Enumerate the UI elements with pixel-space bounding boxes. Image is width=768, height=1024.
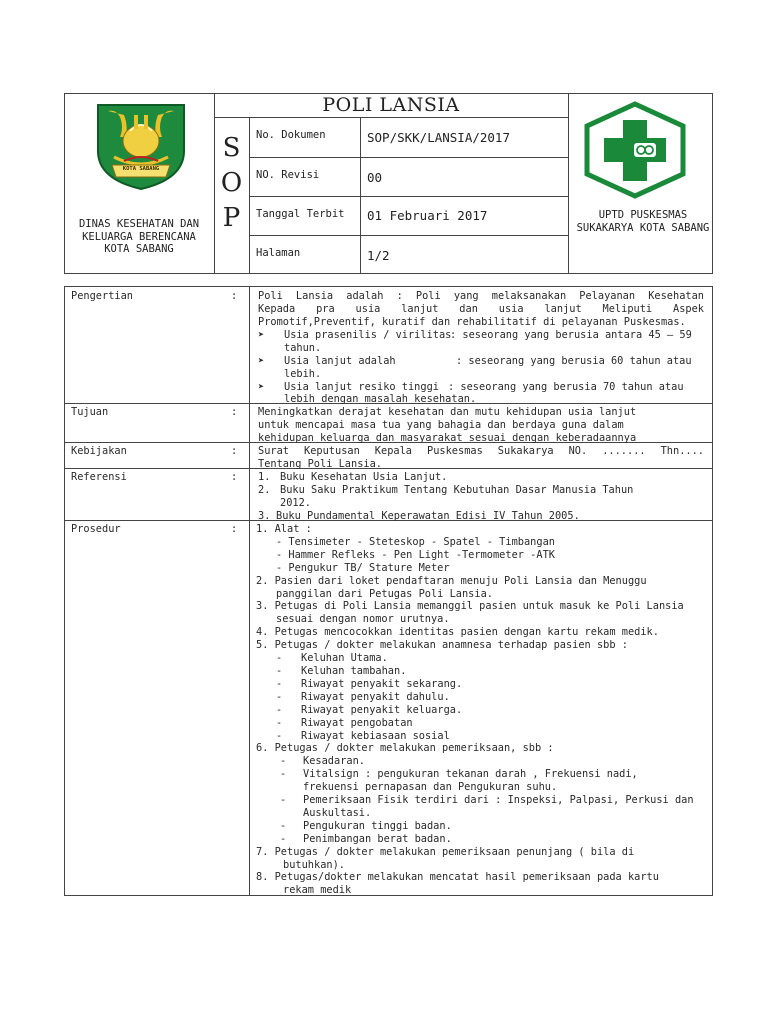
- arrow-bullet-icon: ➤: [258, 380, 265, 393]
- list-text: Buku Pundamental Keperawatan Edisi IV Tahun 2005.: [276, 509, 580, 522]
- list-text: Riwayat penyakit sekarang.: [301, 677, 463, 690]
- arrow-bullet-icon: ➤: [258, 329, 265, 341]
- tujuan-content: [258, 406, 704, 445]
- step-2-continuation: panggilan dari Petugas Poli Lansia.: [276, 587, 493, 600]
- field-value-tanggal-terbit: 01 Februari 2017: [367, 208, 488, 223]
- list-item: [258, 484, 704, 510]
- sop-letter: P: [222, 203, 241, 233]
- alat-line: - Tensimeter - Steteskop - Spatel - Timbangan: [276, 535, 555, 548]
- list-item: - Pengukuran tinggi badan.: [280, 819, 452, 832]
- bullet-item: [258, 329, 704, 355]
- list-text: Penimbangan berat badan.: [303, 832, 452, 845]
- text-line: kehidupan keluarga dan masyarakat sesuai dengan keberadaannya: [258, 431, 637, 444]
- list-number: 1.: [258, 471, 271, 483]
- sop-header: [64, 93, 713, 274]
- label-pengertian: Pengertian: [71, 290, 133, 302]
- text-line: Poli Lansia adalah : Poli yang melaksanakan Pelayanan Kesehatan: [258, 290, 704, 302]
- list-continuation: frekuensi pernapasan dan Pengukuran suhu.: [303, 781, 558, 794]
- bullet-desc: : seseorang yang berusia 60 tahun atau: [456, 354, 692, 367]
- list-text: Riwayat penyakit dahulu.: [301, 690, 450, 703]
- logo-ribbon-text: KOTA SABANG: [122, 166, 160, 172]
- list-text: Riwayat pengobatan: [301, 716, 413, 729]
- alat-line: - Pengukur TB/ Stature Meter: [276, 561, 450, 574]
- sop-letter: S: [222, 133, 241, 163]
- prosedur-content: [256, 523, 706, 897]
- bullet-continuation: lebih.: [284, 367, 322, 380]
- list-item: - Riwayat penyakit sekarang.: [276, 677, 463, 690]
- left-organization-name: DINAS KESEHATAN DAN KELUARGA BERENCANA KOTA SABANG: [78, 218, 200, 255]
- list-item: [258, 471, 704, 484]
- page-title: POLI LANSIA: [322, 94, 460, 116]
- list-text: Buku Kesehatan Usia Lanjut.: [280, 471, 448, 483]
- text-line: Tentang Poli Lansia.: [258, 457, 382, 470]
- puskesmas-logo-icon: [582, 101, 688, 199]
- list-number: 2.: [258, 483, 271, 496]
- label-tujuan: Tujuan: [71, 406, 109, 418]
- list-text: Riwayat kebiasaan sosial: [301, 729, 450, 742]
- step-7-continuation: butuhkan).: [283, 858, 345, 871]
- list-continuation: 2012.: [280, 496, 311, 509]
- list-item: - Riwayat kebiasaan sosial: [276, 729, 450, 742]
- list-item: [258, 510, 704, 523]
- field-value-no-revisi: 00: [367, 170, 383, 185]
- field-value-no-dokumen: SOP/SKK/LANSIA/2017: [367, 130, 510, 145]
- bullet-item: [258, 355, 704, 381]
- text-line: Meningkatkan derajat kesehatan dan mutu kehidupan usia lanjut: [258, 406, 637, 418]
- step-7: 7. Petugas / dokter melakukan pemeriksaan penunjang ( bila di: [256, 845, 635, 858]
- colon: :: [231, 445, 238, 457]
- bullet-desc: : seseorang yang berusia 70 tahun atau: [448, 380, 684, 393]
- step-3: 3. Petugas di Poli Lansia memanggil pasien untuk masuk ke Poli Lansia: [256, 600, 684, 613]
- field-label-halaman: Halaman: [256, 247, 301, 259]
- colon: :: [231, 523, 238, 535]
- label-referensi: Referensi: [71, 471, 127, 483]
- list-text: Keluhan tambahan.: [301, 664, 407, 677]
- label-kebijakan: Kebijakan: [71, 445, 127, 457]
- bullet-continuation: lebih dengan masalah kesehatan.: [284, 393, 477, 406]
- sop-letters: [214, 131, 249, 236]
- referensi-content: [258, 471, 704, 523]
- list-item: - Pemeriksaan Fisik terdiri dari : Inspeksi, Palpasi, Perkusi dan: [280, 794, 694, 807]
- list-continuation: Auskultasi.: [303, 806, 372, 819]
- kota-sabang-logo-icon: [94, 101, 188, 191]
- list-text: Pengukuran tinggi badan.: [303, 819, 452, 832]
- list-item: - Keluhan tambahan.: [276, 664, 407, 677]
- anamnesa-list: [256, 652, 706, 742]
- step-8: 8. Petugas/dokter melakukan mencatat hasil pemeriksaan pada kartu: [256, 871, 659, 884]
- bullet-continuation: tahun.: [284, 341, 322, 354]
- text-line: untuk mencapai masa tua yang bahagia dan berdaya guna dalam: [258, 418, 624, 431]
- text-line: Promotif,Preventif, kuratif dan rehabilitatif di pelayanan Puskesmas.: [258, 315, 686, 328]
- list-item: - Riwayat penyakit keluarga.: [276, 703, 463, 716]
- label-prosedur: Prosedur: [71, 523, 121, 535]
- step-8-continuation: rekam medik: [283, 884, 352, 897]
- field-label-no-revisi: NO. Revisi: [256, 169, 320, 181]
- field-label-no-dokumen: No. Dokumen: [256, 129, 326, 141]
- list-number: 3.: [258, 509, 271, 522]
- alat-line: - Hammer Refleks - Pen Light -Termometer -ATK: [276, 548, 555, 561]
- arrow-bullet-icon: ➤: [258, 354, 265, 367]
- list-text: Riwayat penyakit keluarga.: [301, 703, 463, 716]
- kebijakan-content: [258, 445, 704, 471]
- step-heading: 1. Alat :: [256, 523, 312, 535]
- list-item: - Riwayat pengobatan: [276, 716, 413, 729]
- bullet-term: Usia lanjut resiko tinggi: [284, 380, 439, 393]
- colon: :: [231, 290, 238, 302]
- list-text: Kesadaran.: [303, 755, 365, 768]
- step-5: 5. Petugas / dokter melakukan anamnesa terhadap pasien sbb :: [256, 639, 628, 652]
- step-6: 6. Petugas / dokter melakukan pemeriksaan, sbb :: [256, 742, 554, 755]
- bullet-item: [258, 381, 704, 407]
- field-label-tanggal-terbit: Tanggal Terbit: [256, 208, 345, 220]
- text-line: Kepada pra usia lanjut dan usia lanjut Meliputi Aspek: [258, 302, 704, 315]
- step-3-continuation: sesuai dengan nomor urutnya.: [276, 613, 450, 626]
- list-text: Vitalsign : pengukuran tekanan darah , Frekuensi nadi,: [303, 768, 638, 781]
- list-item: - Penimbangan berat badan.: [280, 832, 452, 845]
- bullet-term: Usia lanjut adalah: [284, 354, 396, 367]
- pengertian-content: [258, 290, 704, 329]
- bullet-term: Usia prasenilis / virilitas: [284, 329, 452, 341]
- colon: :: [231, 471, 238, 483]
- list-item: - Keluhan Utama.: [276, 652, 388, 665]
- list-item: - Riwayat penyakit dahulu.: [276, 690, 450, 703]
- list-text: Buku Saku Praktikum Tentang Kebutuhan Dasar Manusia Tahun: [280, 483, 634, 496]
- pemeriksaan-list: [256, 755, 706, 845]
- sop-letter: O: [220, 168, 243, 198]
- field-value-halaman: 1/2: [367, 248, 390, 263]
- pengertian-bullets: [258, 329, 704, 406]
- step-4: 4. Petugas mencocokkan identitas pasien dengan kartu rekam medik.: [256, 626, 659, 639]
- text-line: Surat Keputusan Kepala Puskesmas Sukakarya NO. ....... Thn....: [258, 445, 704, 457]
- right-organization-name: UPTD PUSKESMAS SUKAKARYA KOTA SABANG: [576, 209, 710, 234]
- list-item: - Vitalsign : pengukuran tekanan darah , Frekuensi nadi,: [280, 768, 638, 781]
- list-text: Pemeriksaan Fisik terdiri dari : Inspeksi, Palpasi, Perkusi dan: [303, 794, 694, 807]
- step-2: 2. Pasien dari loket pendaftaran menuju Poli Lansia dan Menuggu: [256, 574, 647, 587]
- list-item: - Kesadaran.: [280, 755, 365, 768]
- colon: :: [231, 406, 238, 418]
- bullet-desc: : seseorang yang berusia antara 45 – 59: [450, 329, 692, 341]
- list-text: Keluhan Utama.: [301, 652, 388, 665]
